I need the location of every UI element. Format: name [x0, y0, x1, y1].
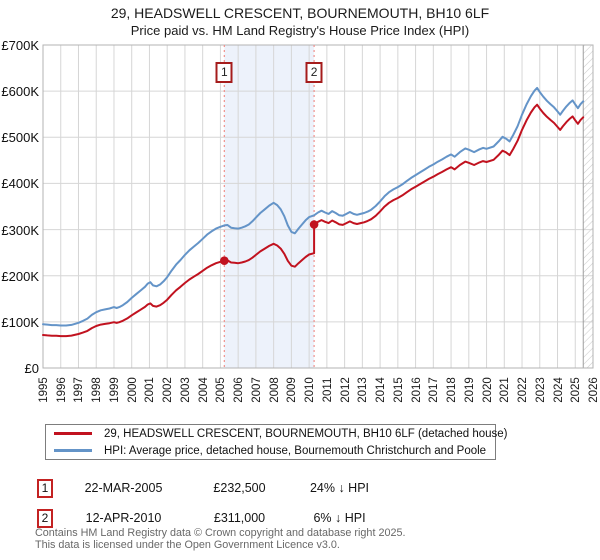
x-axis-tick-label: 2020: [481, 377, 494, 403]
x-axis-tick-label: 1997: [73, 377, 86, 403]
sale-point-dot: [310, 220, 319, 229]
footer-line2: This data is licensed under the Open Government Licence v3.0.: [35, 538, 340, 551]
y-axis-tick-label: £200K: [1, 268, 39, 284]
x-axis-tick-label: 2021: [499, 377, 512, 403]
x-axis-tick-label: 2024: [552, 377, 565, 403]
x-axis-tick-label: 2019: [463, 377, 476, 403]
y-axis-tick-label: £500K: [1, 130, 39, 146]
x-axis-tick-label: 2002: [162, 377, 175, 403]
transaction-date: 12-APR-2010: [85, 511, 162, 525]
x-axis-tick-label: 2023: [534, 377, 547, 403]
sale-marker-box: 2: [306, 62, 323, 83]
future-hatch-region: [583, 45, 593, 368]
x-axis-tick-label: 2015: [392, 377, 405, 403]
x-axis-tick-label: 2008: [268, 377, 281, 403]
transaction-price: £311,000: [213, 511, 266, 525]
y-axis-tick-label: £400K: [1, 176, 39, 192]
x-axis-tick-label: 2016: [410, 377, 423, 403]
x-axis-tick-label: 2014: [375, 377, 388, 403]
x-axis-tick-label: 2000: [126, 377, 139, 403]
y-axis-tick-label: £700K: [1, 38, 39, 53]
transaction-number-box: 2: [37, 509, 53, 528]
hpi-line-swatch: [54, 449, 92, 452]
y-axis-tick-label: £600K: [1, 84, 39, 100]
transaction-hpi-diff: 6% ↓ HPI: [313, 511, 366, 525]
legend-label: HPI: Average price, detached house, Bournemouth Christchurch and Poole: [104, 444, 487, 457]
x-axis-tick-label: 2013: [357, 377, 370, 403]
x-axis-tick-label: 2017: [428, 377, 441, 403]
transaction-hpi-diff: 24% ↓ HPI: [309, 481, 370, 495]
transaction-date: 22-MAR-2005: [84, 481, 163, 495]
legend-item-hpi: [54, 444, 495, 457]
x-axis-tick-label: 2010: [304, 377, 317, 403]
x-axis-tick-label: 2026: [588, 377, 600, 403]
x-axis-tick-label: 2007: [250, 377, 263, 403]
x-axis-tick-label: 2001: [144, 377, 157, 403]
attribution-footer: [35, 528, 405, 551]
x-axis-tick-label: 2003: [179, 377, 192, 403]
x-axis-tick-label: 1996: [55, 377, 68, 403]
y-axis-tick-label: £100K: [1, 314, 39, 330]
chart-legend: [45, 424, 508, 460]
x-axis-tick-label: 1998: [91, 377, 104, 403]
page-subtitle: Price paid vs. HM Land Registry's House Price Index (HPI): [130, 23, 470, 38]
x-axis-tick-label: 2009: [286, 377, 299, 403]
legend-label: 29, HEADSWELL CRESCENT, BOURNEMOUTH, BH10 6LF (detached house): [104, 427, 508, 440]
sale-point-dot: [220, 256, 229, 265]
x-axis-tick-label: 2025: [570, 377, 583, 403]
x-axis-tick-label: 2018: [446, 377, 459, 403]
x-axis-tick-label: 2006: [233, 377, 246, 403]
x-axis-tick-label: 2012: [339, 377, 352, 403]
x-axis-tick-label: 1999: [108, 377, 121, 403]
x-axis-tick-label: 2022: [517, 377, 530, 403]
legend-item-property: [54, 427, 508, 440]
transaction-number-box: 1: [37, 479, 53, 498]
transaction-row: [37, 473, 457, 503]
sale-marker-box: 1: [216, 62, 233, 83]
x-axis-tick-label: 2011: [321, 377, 334, 403]
footer-line1: Contains HM Land Registry data © Crown copyright and database right 2025.: [35, 527, 406, 539]
page-title: 29, HEADSWELL CRESCENT, BOURNEMOUTH, BH10 6LF: [110, 5, 490, 21]
property-line-swatch: [54, 432, 92, 435]
y-axis-tick-label: £300K: [1, 222, 39, 238]
y-axis-tick-label: £0: [24, 361, 39, 376]
x-axis-tick-label: 1995: [38, 377, 50, 403]
transactions-table: [37, 473, 457, 533]
x-axis-tick-label: 2004: [197, 377, 210, 403]
x-axis-tick-label: 2005: [215, 377, 228, 403]
transaction-price: £232,500: [213, 481, 266, 495]
